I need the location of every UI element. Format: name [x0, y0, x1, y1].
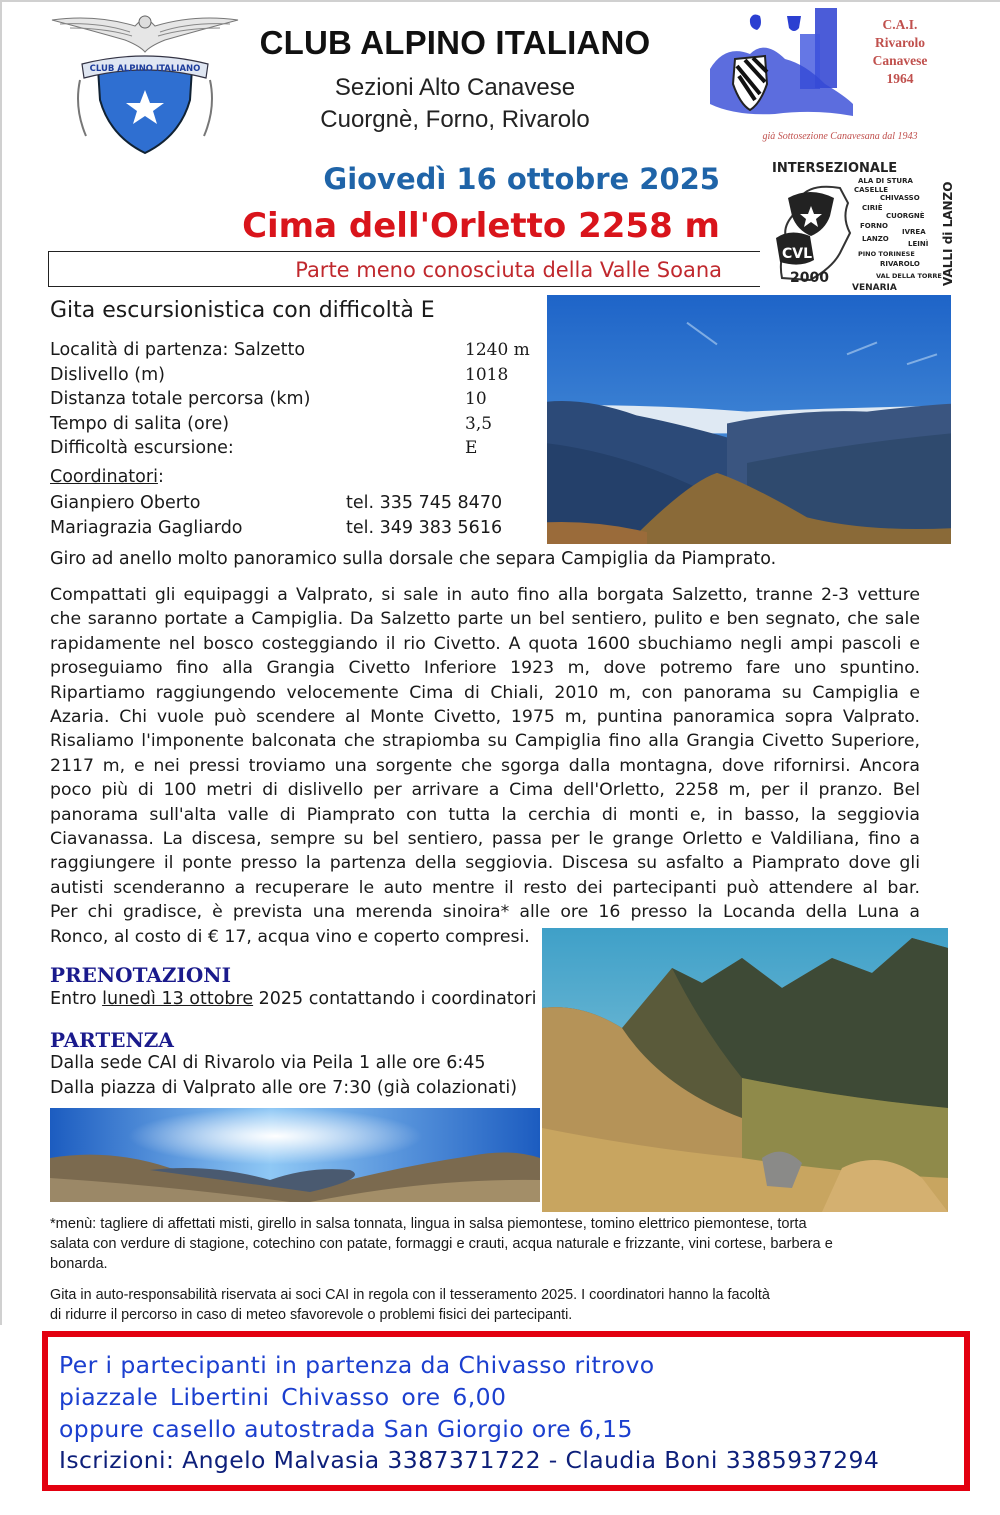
menu-line: bonarda.: [50, 1256, 108, 1272]
info-row-time: [50, 412, 540, 437]
description-line: che saranno portate a Campiglia. Da Salzetto parte un bel sentiero, pulito e ben segnato, che sale: [50, 609, 920, 630]
info-table: [50, 338, 540, 461]
rivarolo-caption: già Sottosezione Canavesana dal 1943: [762, 131, 918, 142]
coordinators-list: [50, 491, 530, 540]
castle-icon: [705, 4, 855, 129]
route-description: [50, 583, 920, 949]
info-value: 1018: [465, 364, 509, 385]
description-line: 2117 m, e nei pressi troviamo una sorgente che sgorga dalla montagna, dove rifornirsi. Ancora: [50, 755, 920, 776]
description-line: Ripartiamo raggiungendo velocemente Cima di Chiali, 2010 m, con panorama su Campiglia e: [50, 682, 920, 703]
info-value: 10: [465, 389, 487, 409]
description-line: poco più di 100 metri di dislivello per arrivare a Cima dell'Orletto, 2258 m, per il pranzo. Bel: [50, 780, 920, 801]
departure-valprato: Dalla piazza di Valprato alle ore 7:30 (già colazionati): [50, 1078, 518, 1098]
town-label: CHIVASSO: [880, 194, 920, 202]
club-title: CLUB ALPINO ITALIANO: [259, 24, 651, 61]
info-label: Distanza totale percorsa (km): [50, 389, 311, 409]
town-label: CUORGNÈ: [886, 212, 925, 220]
description-line: Ronco, al costo di € 17, acqua vino e coperto compresi.: [50, 926, 530, 947]
town-label: VAL DELLA TORRE: [876, 272, 942, 280]
chivasso-line-piazzale: piazzale Libertini Chivasso ore 6,00: [59, 1383, 507, 1411]
info-value: 1240 m: [465, 340, 530, 360]
description-line: rapidamente nel bosco costeggiando il rio Civetto. A quota 1600 sbuchiamo negli ampi pascoli e: [50, 633, 920, 654]
town-label: ALA DI STURA: [858, 177, 913, 185]
alpine-ridge-image: [542, 928, 948, 1212]
coordinator-phone[interactable]: tel. 349 383 5616: [346, 517, 503, 538]
reservations-suffix: 2025 contattando i coordinatori: [253, 989, 537, 1009]
info-row-distance: [50, 387, 540, 412]
coordinator-row: [50, 491, 530, 516]
fisheye-panorama-image: [50, 1108, 540, 1202]
reservations-prefix: Entro: [50, 989, 103, 1009]
info-label: Località di partenza: Salzetto: [50, 340, 306, 360]
cvl-year-text: 2000: [790, 270, 829, 286]
info-value: 3,5: [465, 413, 493, 434]
intersezionale-icon: [770, 158, 955, 290]
town-label: CIRIÈ: [862, 204, 883, 212]
valli-lanzo-text: VALLI di LANZO: [941, 181, 955, 286]
rivarolo-line-cai: C.A.I.: [882, 17, 918, 32]
info-row-start: [50, 338, 540, 363]
reservations-deadline: lunedì 13 ottobre: [102, 989, 254, 1009]
rivarolo-line-year: 1964: [886, 71, 914, 86]
notice-line: di ridurre il percorso in caso di meteo sfavorevole o problemi fisici dei partecipanti.: [50, 1307, 573, 1323]
menu-line: salata con verdure di stagione, cotechino con patate, formaggi e crauti, acqua naturale e frizzante, vini cortese, barbera e: [50, 1236, 833, 1252]
info-label: Difficoltà escursione:: [50, 438, 234, 458]
coordinator-name: Gianpiero Oberto: [50, 493, 201, 513]
coordinators-colon: :: [157, 467, 164, 487]
intersezionale-map-logo: [770, 158, 955, 290]
coordinator-row: [50, 516, 530, 541]
info-row-elevation: [50, 363, 540, 388]
intersezionale-title: INTERSEZIONALE: [772, 161, 898, 176]
description-line: Ciavanassa. La discesa, sempre su bel sentiero, passa per le grange Orletto e Valdiliana, fino a: [50, 829, 920, 850]
valley-panorama-photo: [547, 295, 951, 544]
reservations-heading: PRENOTAZIONI: [50, 963, 231, 987]
sections-subtitle: Sezioni Alto Canavese: [334, 74, 576, 101]
town-label: IVREA: [902, 228, 926, 236]
event-tagline: Parte meno conosciuta della Valle Soana: [295, 258, 722, 282]
info-label: Tempo di salita (ore): [50, 413, 230, 434]
town-label-venaria: VENARIA: [852, 283, 897, 293]
coordinator-phone[interactable]: tel. 335 745 8470: [346, 493, 503, 513]
coordinators-title: Coordinatori: [50, 467, 158, 487]
event-peak: Cima dell'Orletto 2258 m: [242, 206, 720, 246]
departure-heading: PARTENZA: [50, 1028, 174, 1052]
menu-line: *menù: tagliere di affettati misti, girello in salsa tonnata, lingua in salsa piemontese, tomino elettrico piemontese, torta: [50, 1216, 807, 1232]
town-label: FORNO: [860, 222, 888, 230]
rivarolo-logo-text: [855, 16, 945, 88]
chivasso-line-meeting: Per i partecipanti in partenza da Chivasso ritrovo: [59, 1351, 655, 1379]
chivasso-meeting-box: [42, 1331, 970, 1491]
town-label: PINO TORINESE: [858, 250, 915, 258]
coordinators-heading: [50, 467, 164, 487]
departure-rivarolo: Dalla sede CAI di Rivarolo via Peila 1 alle ore 6:45: [50, 1053, 486, 1073]
excursion-heading: Gita escursionistica con difficoltà E: [50, 298, 435, 323]
cvl-badge-text: CVL: [782, 246, 813, 262]
sections-towns: Cuorgnè, Forno, Rivarolo: [320, 106, 590, 133]
description-line: Azaria. Chi vuole può scendere al Monte Civetto, 1975 m, puntina panoramica sopra Valprato.: [50, 707, 920, 728]
reservations-text: [50, 989, 536, 1009]
tagline-box: [48, 251, 760, 287]
fisheye-panorama-photo: [50, 1108, 540, 1202]
town-label: CASELLE: [854, 186, 889, 194]
intro-text: Giro ad anello molto panoramico sulla dorsale che separa Campiglia da Piamprato.: [50, 549, 777, 569]
description-line: Compattati gli equipaggi a Valprato, si sale in auto fino alla borgata Salzetto, tranne 2-3 vetture: [50, 585, 920, 605]
coordinator-name: Mariagrazia Gagliardo: [50, 517, 243, 538]
info-row-difficulty: [50, 436, 540, 461]
chivasso-line-casello: oppure casello autostrada San Giorgio ore 6,15: [59, 1415, 633, 1443]
chivasso-line-iscrizioni: Iscrizioni: Angelo Malvasia 3387371722 - Claudia Boni 3385937294: [59, 1446, 880, 1474]
description-line: autisti scenderanno a recuperare le auto mentre il resto dei partecipanti può attendere al bar.: [50, 877, 920, 898]
town-label: LEINÌ: [908, 240, 929, 248]
cai-banner-text: CLUB ALPINO ITALIANO: [89, 64, 201, 74]
menu-footnote: [50, 1214, 955, 1274]
description-line: proseguiamo fino alla Grangia Civetto Inferiore 1923 m, dove potremo fare uno spuntino.: [50, 658, 920, 679]
description-line: Per chi gradisce, è prevista una merenda sinoira* alle ore 16 presso la Locanda della Luna a: [50, 902, 920, 923]
town-label: RIVAROLO: [880, 260, 920, 268]
event-date: Giovedì 16 ottobre 2025: [323, 162, 720, 196]
rivarolo-castle-logo: [705, 4, 955, 146]
description-line: Risaliamo l'imponente balconata che strapiomba su Campiglia fino alla Grangia Civetto Superiore,: [50, 731, 920, 752]
info-label: Dislivello (m): [50, 364, 165, 385]
valley-panorama-image: [547, 295, 951, 544]
rivarolo-line-city: Rivarolo: [875, 35, 925, 50]
description-line: panorama sull'alta valle di Piamprato con tutta la cerchia di monti e, in basso, la seggiovia: [50, 804, 920, 825]
town-label: LANZO: [862, 235, 889, 243]
notice-line: Gita in auto-responsabilità riservata ai soci CAI in regola con il tesseramento 2025. I coordinatori hanno la facoltà: [50, 1287, 770, 1303]
rivarolo-line-region: Canavese: [872, 53, 928, 68]
description-line: raggiungere il ponte presso la partenza della seggiovia. Discesa su asfalto a Piamprato dove gli: [50, 853, 920, 874]
info-value: E: [465, 438, 478, 458]
responsibility-notice: [50, 1285, 920, 1325]
alpine-ridge-photo: [542, 928, 948, 1212]
